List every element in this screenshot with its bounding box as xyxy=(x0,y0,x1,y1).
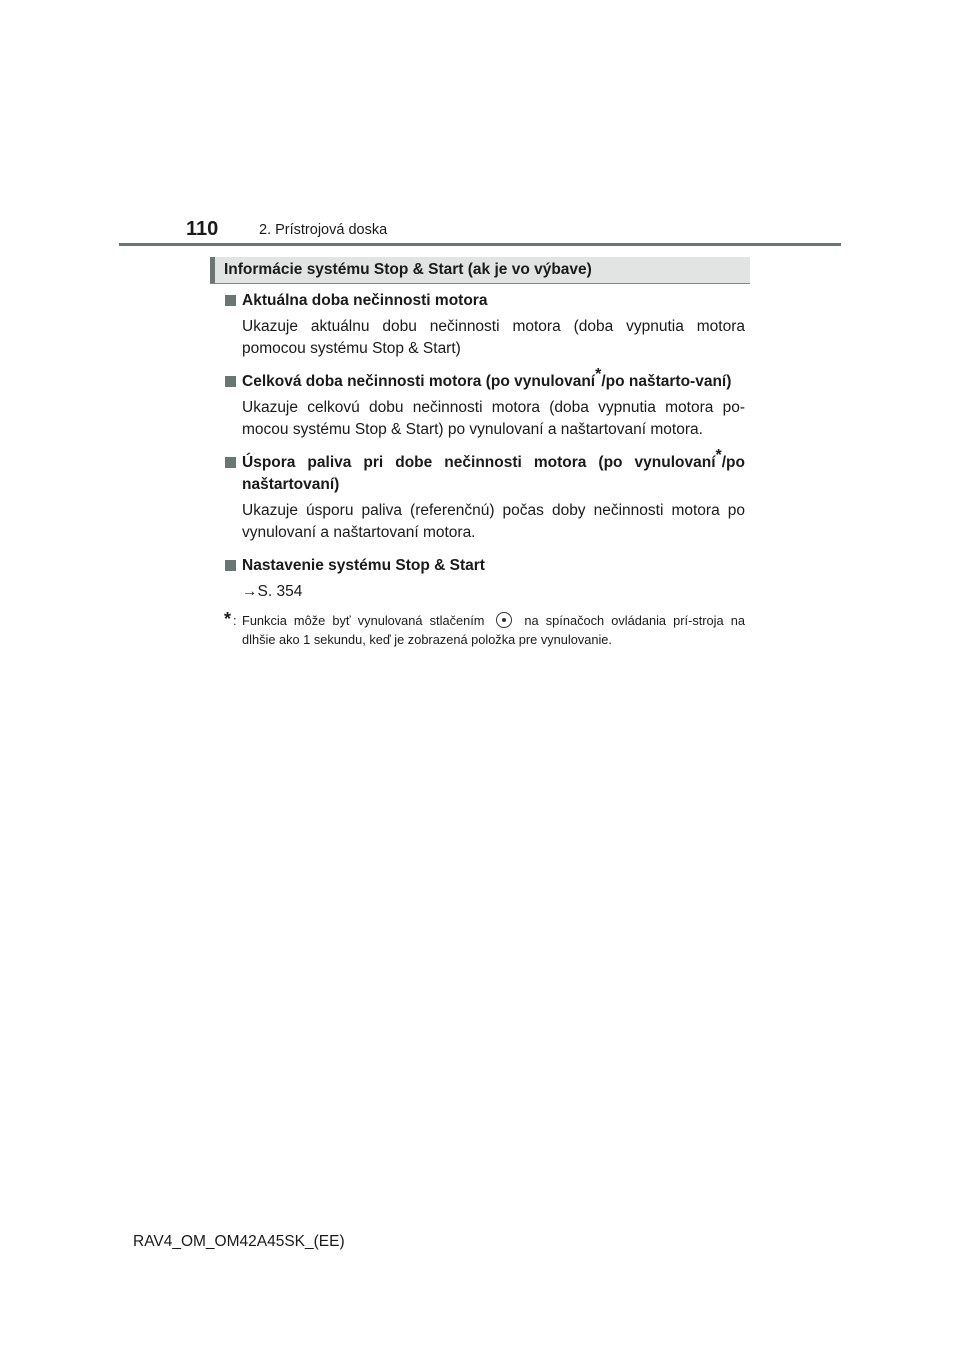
item-heading-total-idle: Celková doba nečinnosti motora (po vynulovaní*/po naštarto-vaní) xyxy=(224,371,745,393)
footnote-text-after: na spínačoch ovládania prí-stroja na dlhšie ako 1 sekundu, keď je zobrazená položka pre vynulovanie. xyxy=(242,613,745,647)
square-bullet-icon xyxy=(225,457,236,468)
item-heading-current-idle: Aktuálna doba nečinnosti motora xyxy=(224,290,745,312)
footnote xyxy=(224,611,745,649)
item-body-total-idle: Ukazuje celkovú dobu nečinnosti motora (doba vypnutia motora po-mocou systému Stop & Start) po vynulovaní a naštartovaní motora. xyxy=(242,399,745,438)
square-bullet-icon xyxy=(225,295,236,306)
item-body-fuel-saving: Ukazuje úsporu paliva (referenčnú) počas doby nečinnosti motora po vynulovaní a naštartovaní motora. xyxy=(242,502,745,541)
asterisk-mark: * xyxy=(595,365,602,383)
footnote-asterisk: * xyxy=(224,609,232,629)
asterisk-mark: * xyxy=(715,446,722,464)
square-bullet-icon xyxy=(225,560,236,571)
item-body-current-idle: Ukazuje aktuálnu dobu nečinnosti motora (doba vypnutia motora pomocou systému Stop & Start) xyxy=(242,318,745,357)
section-title: Informácie systému Stop & Start (ak je vo výbave) xyxy=(224,261,592,278)
section-header xyxy=(210,257,750,284)
content-area xyxy=(224,290,745,649)
chapter-title: 2. Prístrojová doska xyxy=(259,222,388,238)
header-divider xyxy=(119,243,841,246)
item-heading-fuel-saving: Úspora paliva pri dobe nečinnosti motora (po vynulovaní*/po naštartovaní) xyxy=(224,452,745,496)
footnote-colon: : xyxy=(233,613,237,628)
footnote-text-before: Funkcia môže byť vynulovaná stlačením xyxy=(242,613,485,628)
section-accent-bar xyxy=(210,257,215,283)
item-heading-settings: Nastavenie systému Stop & Start xyxy=(224,555,745,577)
page-number: 110 xyxy=(186,218,219,240)
document-code: RAV4_OM_OM42A45SK_(EE) xyxy=(133,1233,345,1250)
page-reference: →S. 354 xyxy=(242,583,303,600)
square-bullet-icon xyxy=(225,376,236,387)
enter-button-icon xyxy=(496,612,512,628)
